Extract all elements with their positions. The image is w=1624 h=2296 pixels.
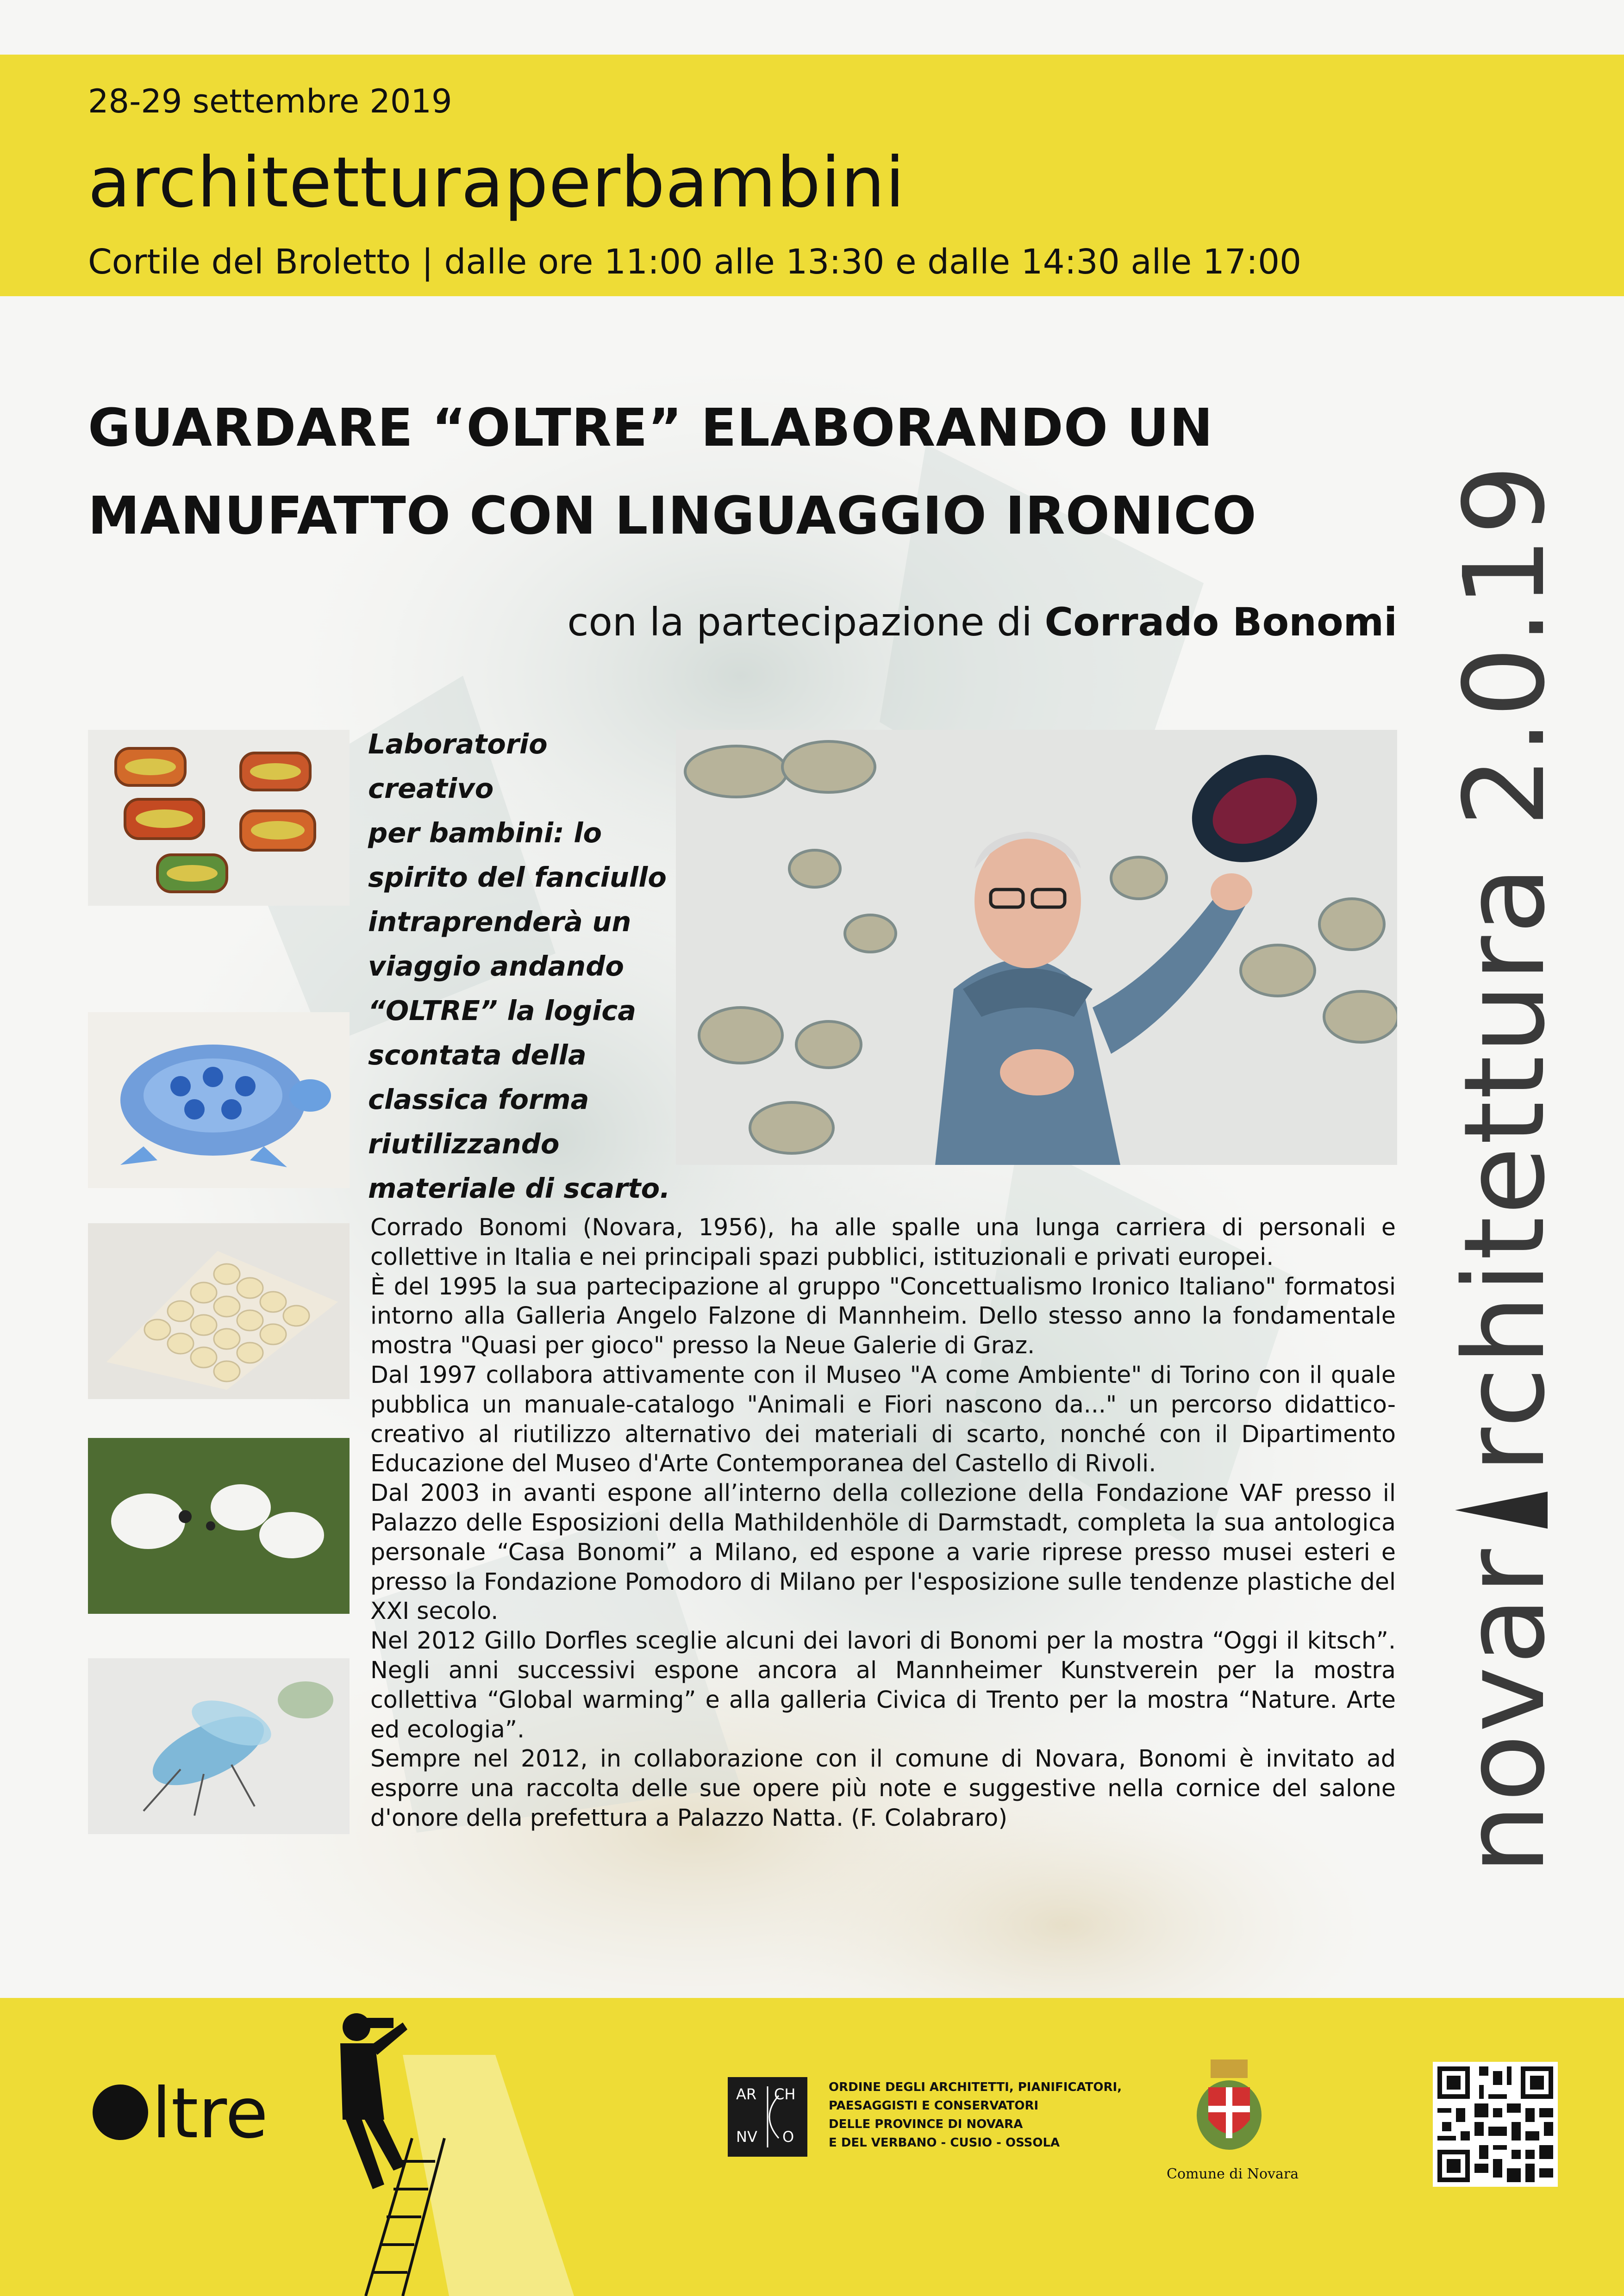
event-date: 28-29 settembre 2019 xyxy=(88,82,452,120)
participation-line xyxy=(567,599,1397,645)
intro-line: intraprenderà un xyxy=(368,906,631,938)
workshop-intro xyxy=(368,722,674,1211)
arch-text-line: PAESAGGISTI E CONSERVATORI xyxy=(829,2099,1039,2113)
thumbnail-egg-tray xyxy=(88,1223,350,1399)
oltre-logo-text: ltre xyxy=(152,2073,269,2154)
arch-text-line: ORDINE DEGLI ARCHITETTI, PIANIFICATORI, xyxy=(829,2080,1122,2094)
thumbnail-plastic-sheep xyxy=(88,1438,350,1614)
oltre-logo xyxy=(93,2073,268,2154)
arch-logo-tl: AR xyxy=(736,2085,757,2103)
headline-line-2: MANUFATTO CON LINGUAGGIO IRONICO xyxy=(88,486,1257,546)
intro-line: scontata della xyxy=(368,1039,587,1071)
arch-text-line: DELLE PROVINCE DI NOVARA xyxy=(829,2117,1023,2131)
event-venue-hours: Cortile del Broletto | dalle ore 11:00 alle 13:30 e dalle 14:30 alle 17:00 xyxy=(88,242,1302,282)
brand-slash-icon xyxy=(1455,1482,1548,1538)
headline-line-1: GUARDARE “OLTRE” ELABORANDO UN xyxy=(88,398,1213,458)
bio-paragraph: Nel 2012 Gillo Dorfles sceglie alcuni dei lavori di Bonomi per la mostra “Oggi il kitsch”. Negli anni successivi espone ancora al Mannheimer Kunstverein per la mostra collettiva “Global warming” e alla galleria Civica di Trento per la mostra “Nature. Arte ed ecologia”. xyxy=(370,1627,1396,1743)
bio-paragraph: Dal 2003 in avanti espone all’interno della collezione della Fondazione VAF presso il Palazzo delle Esposizioni della Mathildenhöle di Darmstadt, completa la sua antologica personale “Casa Bonomi” a Milano, ed espone a varie riprese presso musei esteri e presso la Fondazione Pomodoro di Milano per l'esposizione sulle tendenze plastiche del XXI secolo. xyxy=(370,1479,1396,1625)
arch-logo-br: O xyxy=(782,2128,794,2146)
comune-label: Comune di Novara xyxy=(1167,2166,1299,2182)
qr-code-icon[interactable] xyxy=(1433,2062,1558,2187)
artist-portrait-photo xyxy=(676,730,1397,1165)
coat-of-arms-icon xyxy=(1194,2060,1264,2157)
thumbnail-bottle-turtle xyxy=(88,1012,350,1188)
bio-paragraph: Corrado Bonomi (Novara, 1956), ha alle spalle una lunga carriera di personali e collettive in Italia e nei principali spazi pubblici, istituzionali e privati europei. xyxy=(370,1213,1396,1270)
header-band xyxy=(0,55,1624,296)
ladder-climber-icon xyxy=(296,1999,574,2296)
artist-biography xyxy=(370,1213,1396,1833)
intro-line: “OLTRE” la logica xyxy=(368,995,637,1027)
event-title: architetturaperbambini xyxy=(88,143,905,223)
intro-line: classica forma xyxy=(368,1083,589,1115)
brand-part-1: novar xyxy=(1440,1547,1569,1874)
thumbnail-bottle-insect xyxy=(88,1658,350,1834)
arch-logo-tr: CH xyxy=(774,2085,796,2103)
intro-line: viaggio andando xyxy=(368,950,624,982)
intro-line: riutilizzando xyxy=(368,1128,560,1160)
artist-name: Corrado Bonomi xyxy=(1044,599,1397,645)
arch-text-line: E DEL VERBANO - CUSIO - OSSOLA xyxy=(829,2136,1060,2150)
intro-line: per bambini: lo xyxy=(368,817,602,849)
arch-logo-bl: NV xyxy=(736,2128,757,2146)
intro-line: Laboratorio creativo xyxy=(368,728,548,804)
participation-prefix: con la partecipazione di xyxy=(567,599,1032,645)
oltre-dot-icon xyxy=(93,2084,148,2140)
architects-order-text xyxy=(829,2078,1122,2152)
intro-line: spirito del fanciullo xyxy=(368,861,667,893)
thumbnail-sardine-cans xyxy=(88,730,350,906)
brand-part-2: rchitettura xyxy=(1440,864,1569,1474)
novara-architettura-brand xyxy=(1440,462,1569,1874)
headline xyxy=(88,384,1430,560)
bio-paragraph: È del 1995 la sua partecipazione al gruppo "Concettualismo Ironico Italiano" formatosi intorno alla Galleria Angelo Falzone di Mannheim. Dello stesso anno la fondamentale mostra "Quasi per gioco" presso la Neue Galerie di Graz. xyxy=(370,1272,1396,1359)
brand-part-3: 2.0.19 xyxy=(1440,462,1569,828)
architects-order-logo xyxy=(728,2077,807,2157)
bio-paragraph: Dal 1997 collabora attivamente con il Museo "A come Ambiente" di Torino con il quale pubblica un manuale-catalogo "Animali e Fiori nascono da..." un percorso didattico-creativo al riutilizzo alternativo dei materiali di scarto, nonché con il Dipartimento Educazione del Museo d'Arte Contemporanea del Castello di Rivoli. xyxy=(370,1361,1396,1477)
intro-line: materiale di scarto. xyxy=(368,1172,670,1204)
bio-paragraph: Sempre nel 2012, in collaborazione con il comune di Novara, Bonomi è invitato ad esporre una raccolta delle sue opere più note e suggestive nella cornice del salone d'onore della prefettura a Palazzo Natta. (F. Colabraro) xyxy=(370,1745,1396,1831)
